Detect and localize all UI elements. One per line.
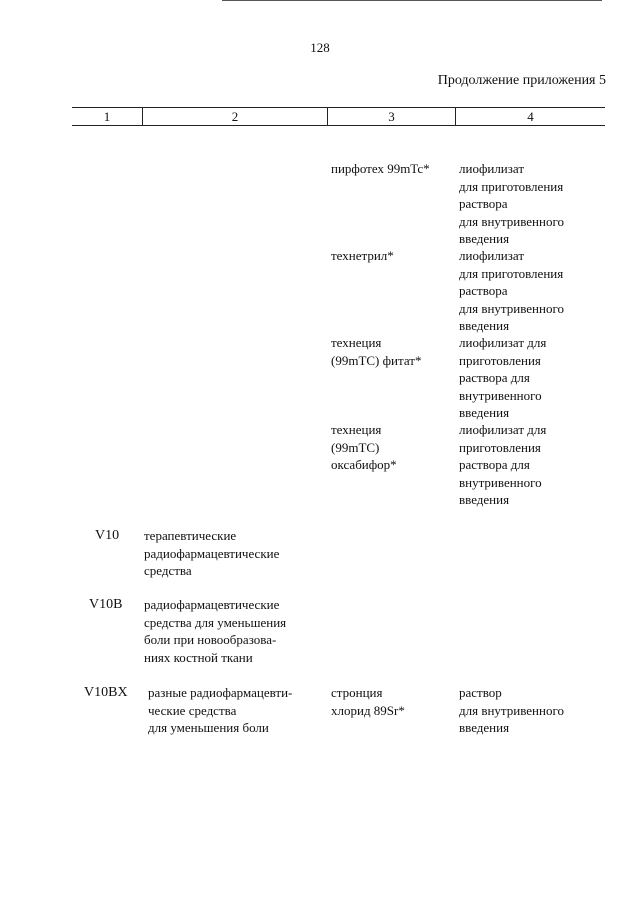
atc-code: V10B [89,597,123,612]
group-name: радиофармацевтические средства для уменьшения боли при новообразова- ниях костной ткани [144,597,287,665]
column-header-3: 3 [388,109,395,124]
page-number: 128 [310,40,330,55]
dosage-form: лиофилизат для приготовления раствора для внутривенного введения [459,335,547,420]
column-header-2: 2 [231,109,239,124]
atc-code: V10 [95,528,120,543]
dosage-form: лиофилизат для приготовления раствора для внутривенного введения [459,248,564,333]
top-rule [222,0,602,1]
drug-name: технеция (99mTC) фитат* [331,335,422,368]
drug-name: технеция (99mTC) оксабифор* [331,422,397,472]
column-header-1: 1 [103,109,111,124]
drug-name: стронция хлорид 89Sr* [331,685,405,718]
continuation-label: Продолжение приложения 5 [437,73,606,88]
dosage-form: лиофилизат для приготовления раствора для внутривенного введения [459,161,564,246]
group-name: терапевтические радиофармацевтические средства [144,528,280,578]
dosage-form: раствор для внутривенного введения [459,685,564,735]
group-name: разные радиофармацевти- ческие средства для уменьшения боли [148,685,293,735]
dosage-form: лиофилизат для приготовления раствора для внутривенного введения [459,422,547,507]
column-header-4: 4 [527,109,534,124]
table-header [72,107,605,126]
drug-name: пирфотех 99mTc* [331,161,430,176]
atc-code: V10BX [84,685,128,700]
drug-name: технетрил* [331,248,394,263]
